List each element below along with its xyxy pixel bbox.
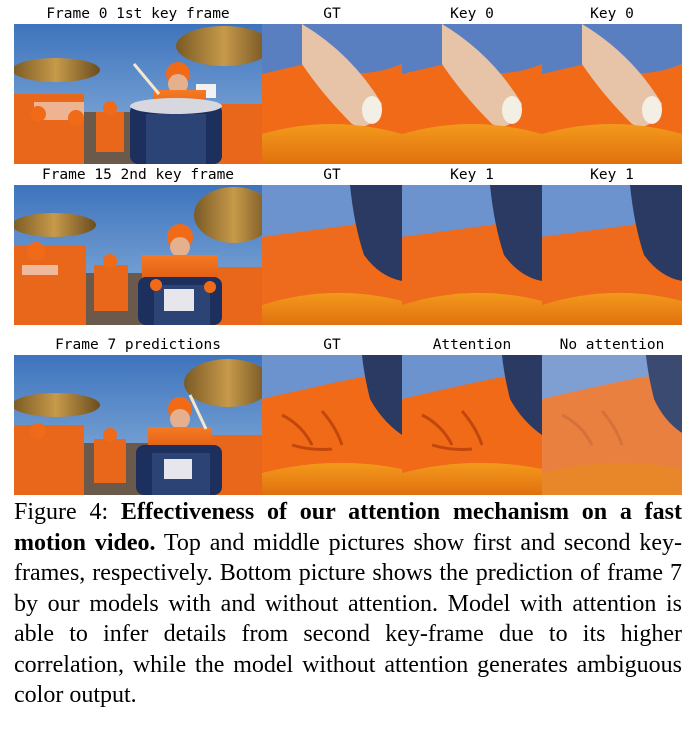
row1-key-crop-b [542, 24, 682, 164]
row1-wide-label: Frame 0 1st key frame [46, 6, 230, 22]
row3-attention-label: Attention [432, 337, 512, 353]
row2-key-label-b: Key 1 [590, 167, 634, 183]
row3-no-attention-label: No attention [559, 337, 665, 353]
row3-gt-crop [262, 355, 402, 495]
row2-key-crop-a [402, 185, 542, 325]
row1-key-crop-a [402, 24, 542, 164]
row1-full-frame-image [14, 24, 262, 164]
row1-gt-crop [262, 24, 402, 164]
figure-caption [14, 497, 682, 711]
row1-gt-label: GT [323, 6, 341, 22]
row3-no-attention-crop [542, 355, 682, 495]
row3-wide-label: Frame 7 predictions [55, 337, 221, 353]
row2-gt-crop [262, 185, 402, 325]
row2-wide-label: Frame 15 2nd key frame [41, 167, 235, 183]
row3-attention-crop [402, 355, 542, 495]
row2-gt-label: GT [323, 167, 341, 183]
row2-key-crop-b [542, 185, 682, 325]
caption-bold-title: Effectiveness of our attention mechanism on a fast motion video. [14, 499, 682, 556]
row3-gt-label: GT [323, 337, 341, 353]
caption-body: Top and middle pictures show first and second key-frames, respectively. Bottom picture shows the prediction of frame 7 by our models with and without attention. Model with attention is able to infer details from second key-frame due to its higher correlation, while the model without attention generates ambiguous color output. [14, 529, 683, 708]
row2-full-frame-image [14, 185, 262, 325]
row2-key-label-a: Key 1 [450, 167, 494, 183]
row1-key-label-a: Key 0 [450, 6, 494, 22]
caption-prefix: Figure 4: [14, 499, 121, 525]
row3-full-frame-image [14, 355, 262, 495]
row1-key-label-b: Key 0 [590, 6, 634, 22]
